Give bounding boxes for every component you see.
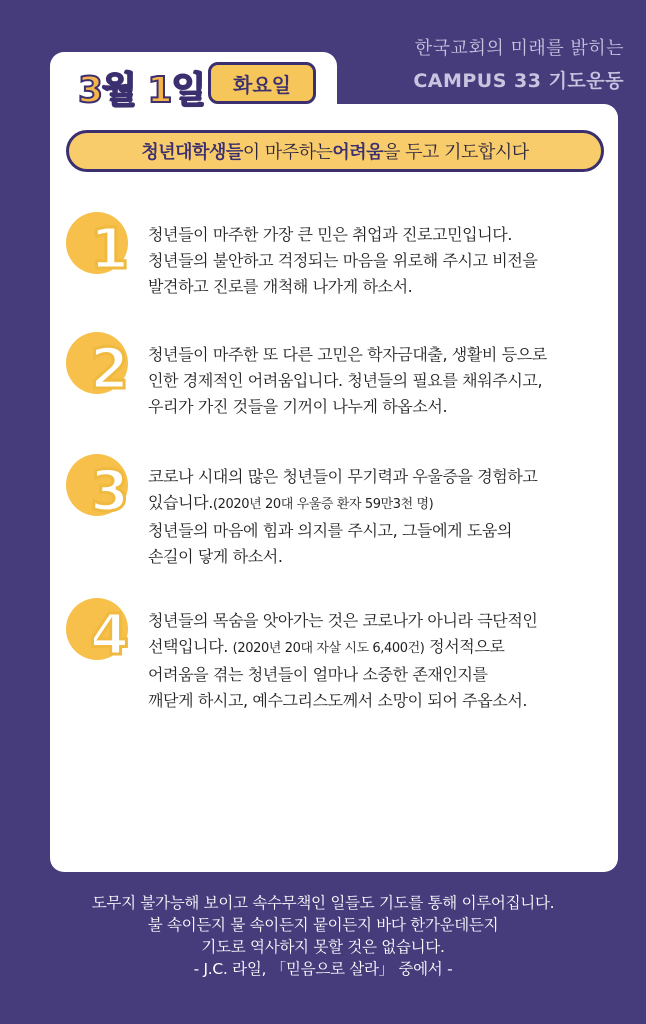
weekday-badge: 화요일 bbox=[208, 62, 316, 104]
footer-quote bbox=[0, 892, 646, 980]
theme-keyword: 어려움 bbox=[332, 142, 384, 163]
prayer-text bbox=[148, 464, 588, 570]
prayer-text: 청년들이 마주한 또 다른 고민은 학자금대출, 생활비 등으로 인한 경제적인 어려움입니다. 청년들의 필요를 채워주시고, 우리가 가진 것들을 기꺼이 나누게 하옵소서. bbox=[148, 345, 547, 416]
statistic-note: (2020년 20대 우울증 환자 59만3천 명) bbox=[212, 497, 434, 512]
theme-subject: 청년대학생들 bbox=[141, 142, 243, 163]
prayer-number: 2 bbox=[90, 337, 129, 402]
prayer-number: 3 bbox=[90, 459, 129, 524]
prayer-number: 1 bbox=[90, 217, 129, 282]
header-brand bbox=[413, 34, 624, 93]
prayer-text-part-a: 코로나 시대의 많은 청년들이 무기력과 우울증을 경험하고 있습니다. bbox=[148, 467, 538, 512]
date-label: 3월 1일 bbox=[78, 70, 206, 111]
prayer-item-1 bbox=[66, 212, 596, 302]
prayer-theme-banner bbox=[66, 130, 604, 172]
quote-line-1: 도무지 불가능해 보이고 속수무책인 일들도 기도를 통해 이루어집니다. bbox=[91, 894, 555, 912]
prayer-text: 청년들이 마주한 가장 큰 민은 취업과 진로고민입니다. 청년들의 불안하고 걱정되는 마음을 위로해 주시고 비전을 발견하고 진로를 개척해 나가게 하소서. bbox=[148, 225, 538, 296]
quote-attribution: - J.C. 라일, 「믿음으로 살라」 중에서 - bbox=[193, 960, 453, 978]
statistic-note: (2020년 20대 자살 시도 6,400건) bbox=[232, 641, 425, 656]
prayer-item-3 bbox=[66, 454, 596, 564]
prayer-text-part-b: 청년들의 마음에 힘과 의지를 주시고, 그들에게 도움의 손길이 닿게 하소서. bbox=[148, 521, 513, 566]
header-tagline: 한국교회의 미래를 밝히는 bbox=[414, 38, 624, 59]
quote-line-2: 불 속이든지 물 속이든지 뭍이든지 바다 한가운데든지 bbox=[147, 916, 499, 934]
prayer-number: 4 bbox=[90, 603, 129, 668]
prayer-text-part-b: 정서적으로 어려움을 겪는 청년들이 얼마나 소중한 존재인지를 깨닫게 하시고, 예수그리스도께서 소망이 되어 주옵소서. bbox=[148, 637, 528, 710]
theme-text-1: 이 마주하는 bbox=[242, 142, 333, 163]
header-campaign-title: CAMPUS 33 기도운동 bbox=[413, 70, 624, 92]
prayer-item-2 bbox=[66, 332, 596, 422]
prayer-item-4 bbox=[66, 598, 596, 708]
prayer-text-part-a: 청년들의 목숨을 앗아가는 것은 코로나가 아니라 극단적인 선택입니다. bbox=[148, 611, 538, 656]
prayer-text bbox=[148, 608, 588, 714]
quote-line-3: 기도로 역사하지 못할 것은 없습니다. bbox=[201, 938, 445, 956]
theme-text-2: 을 두고 기도합시다 bbox=[383, 142, 529, 163]
